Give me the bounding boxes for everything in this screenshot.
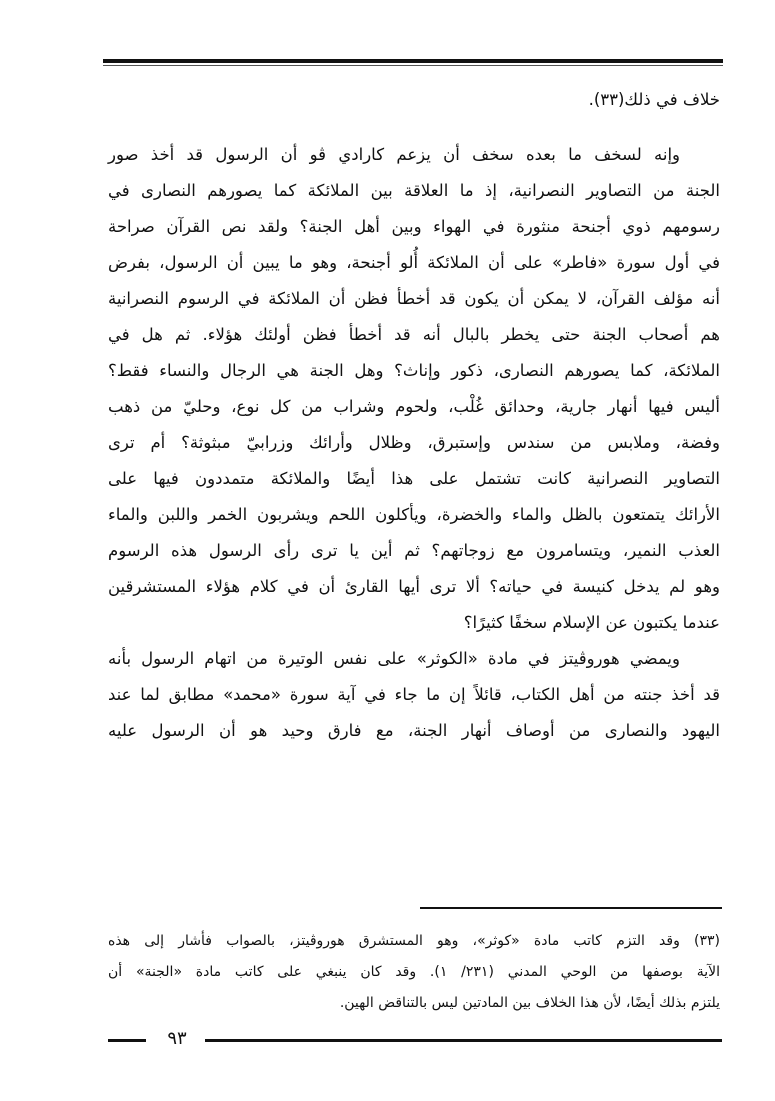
footnote-line: يلتزم بذلك أيضًا، لأن هذا الخلاف بين المادتين ليس بالتناقض الهين. xyxy=(339,995,720,1011)
header-rule-thin xyxy=(103,65,723,66)
body-line: العذب النمير، ويتسامرون مع زوجاتهم؟ ثم أين يا ترى رأى الرسول هذه الرسوم xyxy=(108,541,720,560)
body-line: عندما يكتبون عن الإسلام سخفًا كثيرًا؟ xyxy=(463,613,720,632)
page-number: ٩٣ xyxy=(167,1028,187,1049)
body-line: أنه مؤلف القرآن، لا يمكن أن يكون قد أخطأ فظن أن الملائكة في الرسوم النصرانية xyxy=(108,289,720,308)
body-line: قد أخذ جنته من أهل الكتاب، قائلاً إن ما جاء في آية سورة «محمد» مطابق لما عند xyxy=(108,685,720,704)
body-line: ويمضي هوروڤيتز في مادة «الكوثر» على نفس الوتيرة من اتهام الرسول بأنه xyxy=(108,649,680,668)
body-line: خلاف في ذلك(٣٣). xyxy=(588,90,720,109)
body-line: هم أصحاب الجنة حتى يخطر بالبال أنه قد أخطأ فظن أولئك هؤلاء. ثم هل في xyxy=(108,325,720,344)
header-rule xyxy=(103,59,723,63)
footnote-separator xyxy=(420,907,722,909)
footer-rule-right xyxy=(205,1039,722,1042)
body-line: الملائكة، كما يصورهم النصارى، ذكور وإناث؟ وهل الجنة هي الرجال والنساء فقط؟ xyxy=(108,361,720,380)
footnote-line: الآية بوصفها من الوحي المدني (٢٣١/ ١). وقد كان ينبغي على كاتب مادة «الجنة» أن xyxy=(108,964,720,980)
body-line: رسومهم ذوي أجنحة منثورة في الهواء وبين أهل الجنة؟ ولقد نص القرآن صراحة xyxy=(108,217,720,236)
body-line: اليهود والنصارى من أوصاف أنهار الجنة، مع فارق وحيد هو أن الرسول عليه xyxy=(108,721,720,740)
body-line: وهو لم يدخل كنيسة في حياته؟ ألا ترى أيها القارئ أن في كلام هؤلاء المستشرقين xyxy=(108,577,720,596)
footnote-line: (٣٣) وقد التزم كاتب مادة «كوثر»، وهو المستشرق هوروڤيتز، بالصواب فأشار إلى هذه xyxy=(108,933,720,949)
body-line: وإنه لسخف ما بعده سخف أن يزعم كارادي ڤو أن الرسول قد أخذ صور xyxy=(108,145,680,164)
body-line: الجنة من التصاوير النصرانية، إذ ما العلاقة بين الملائكة كما يصورهم النصارى في xyxy=(108,181,720,200)
body-line: الأرائك يتمتعون بالظل والماء والخضرة، ويأكلون اللحم ويشربون الخمر واللبن والماء xyxy=(108,505,720,524)
body-line: وفضة، وملابس من سندس وإستبرق، وظلال وأرائك وزرابيّ مبثوثة؟ أم ترى xyxy=(108,433,720,452)
footer-rule-left xyxy=(108,1039,146,1042)
body-line: أليس فيها أنهار جارية، وحدائق غُلْب، ولحوم وشراب من كل نوع، وحليّ من ذهب xyxy=(108,397,720,416)
body-line: في أول سورة «فاطر» على أن الملائكة أُلو أجنحة، وهو ما يبين أن الرسول، بفرض xyxy=(108,253,720,272)
body-line: التصاوير النصرانية كانت تشتمل على هذا أيضًا والملائكة متمددون فيها على xyxy=(108,469,720,488)
